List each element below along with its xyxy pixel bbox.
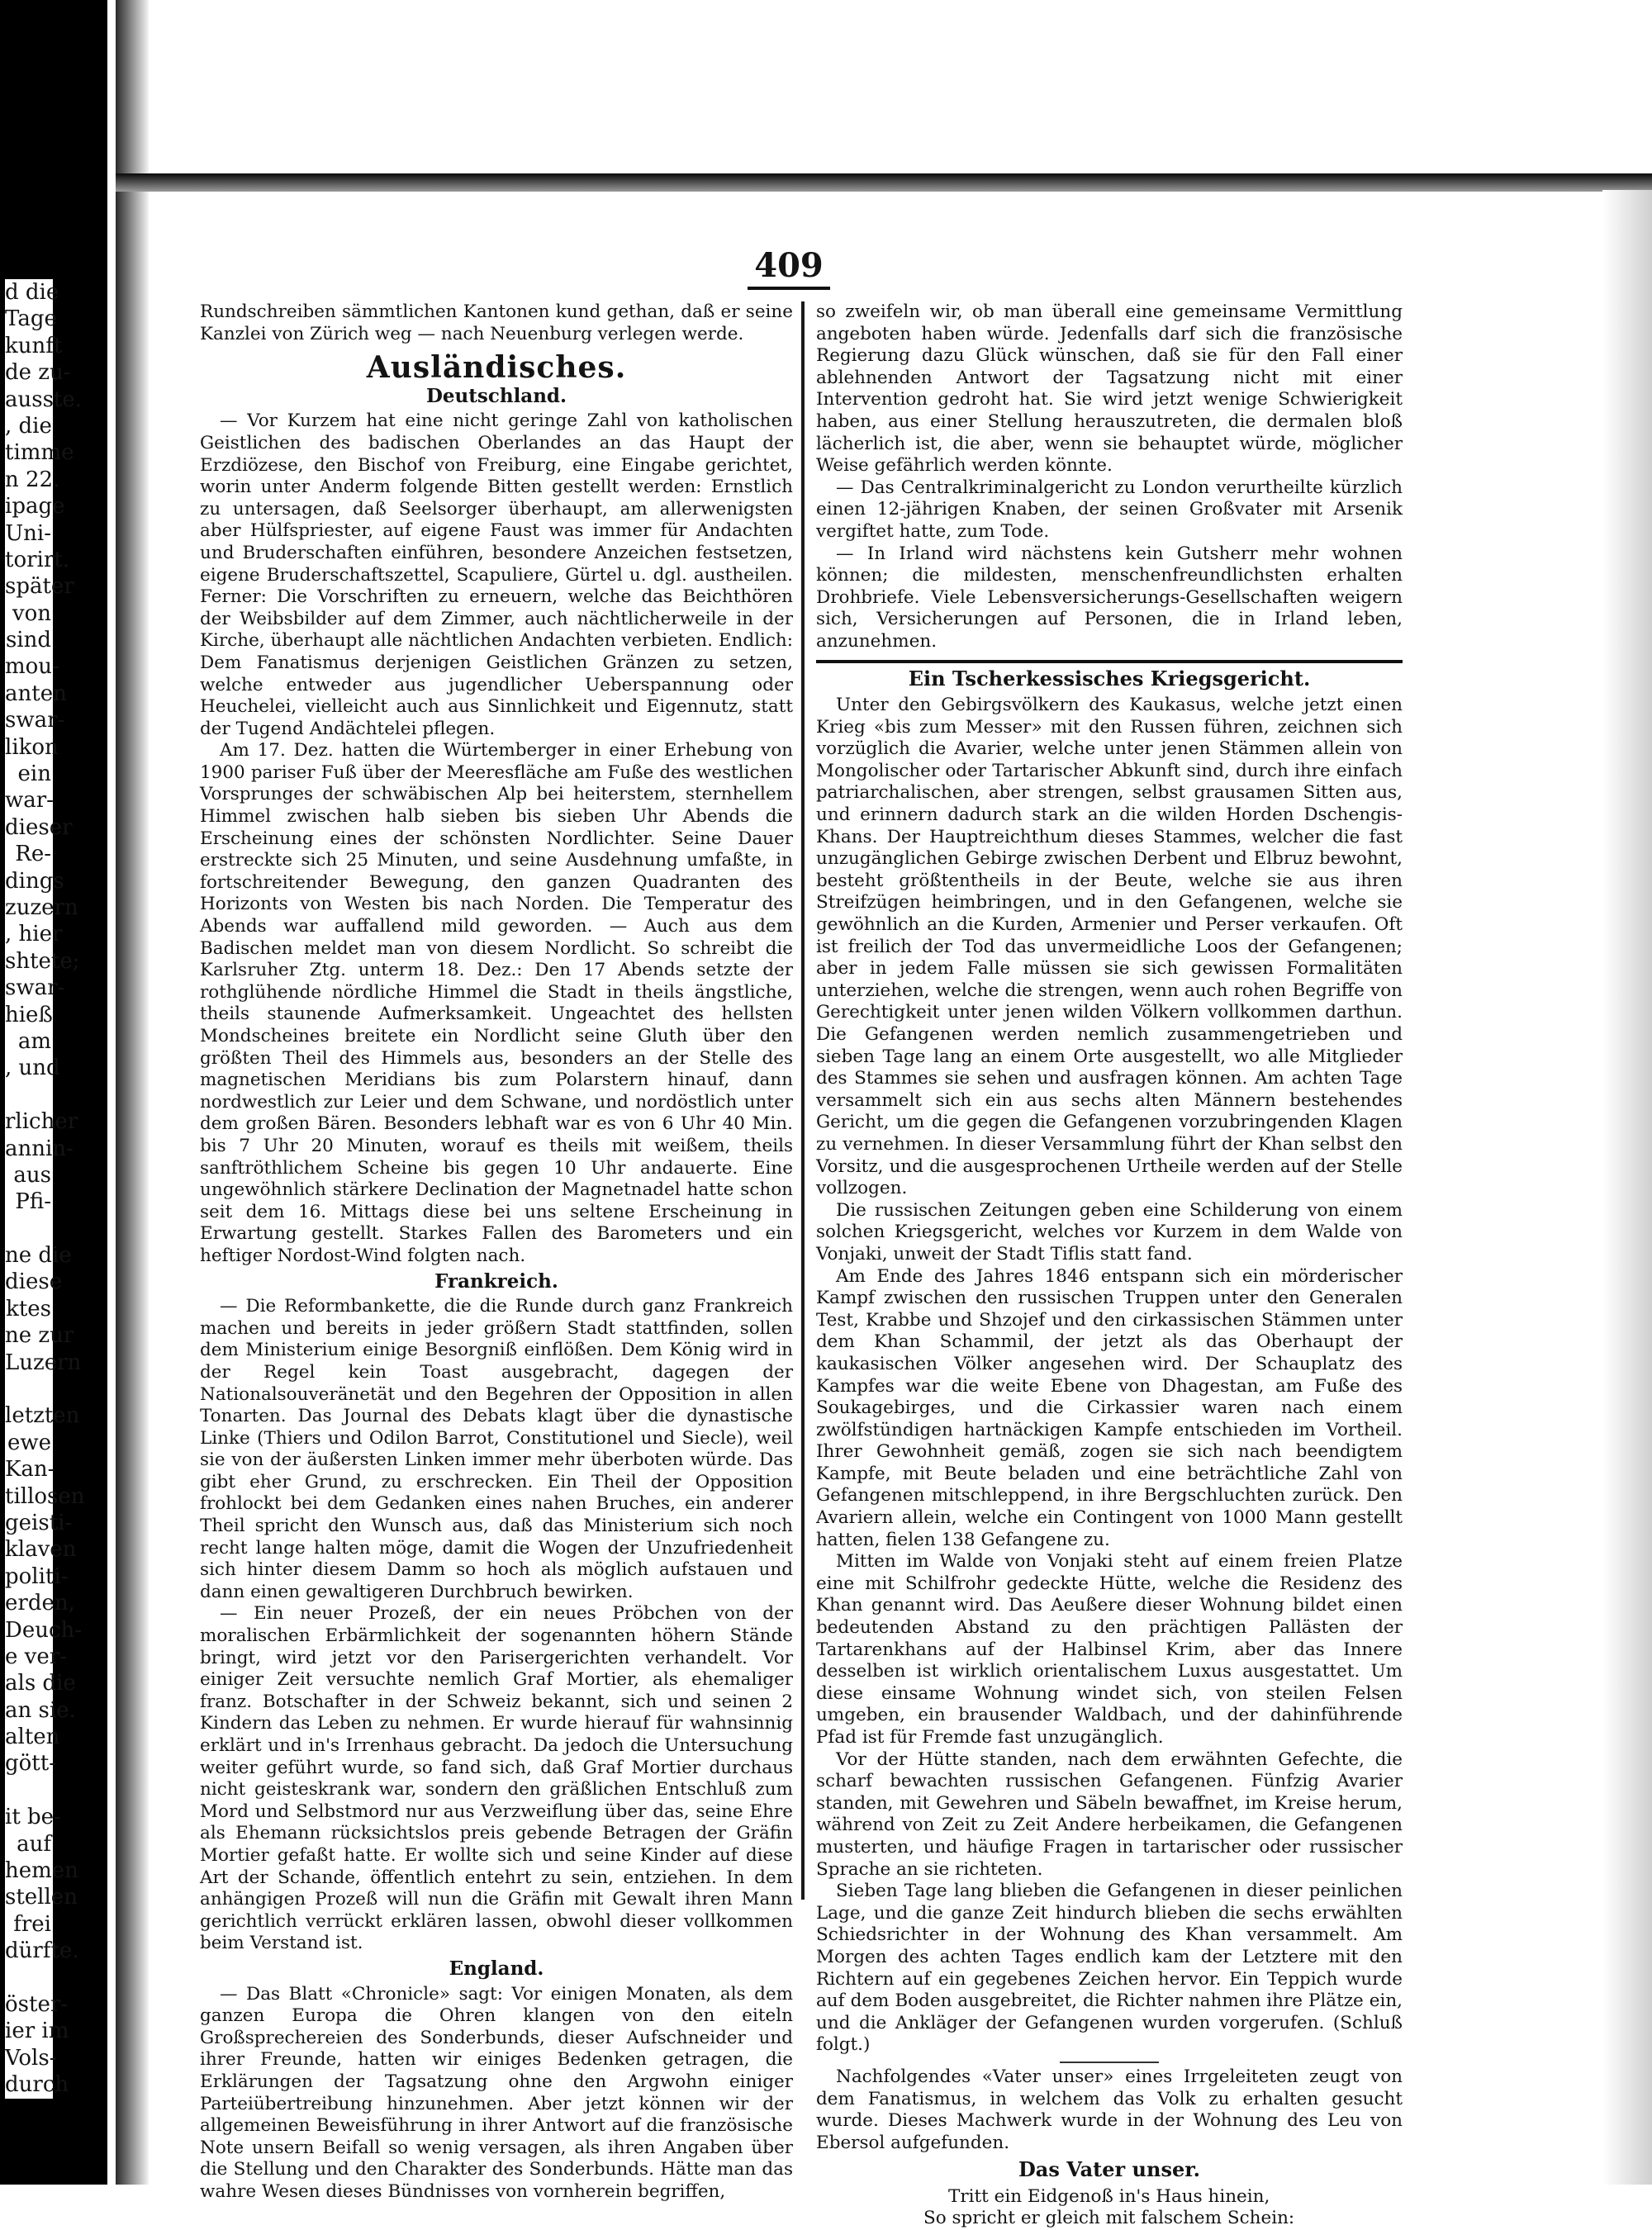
previous-page-line: alten <box>5 1725 60 1750</box>
previous-page-line: erden, <box>5 1591 75 1616</box>
paragraph: Am Ende des Jahres 1846 entspann sich ein mörderischer Kampf zwischen den russischen Truppen unter den Generalen Test, Krabbe und Shzojef und den cirkassischen Stämmen unter dem Khan Schammil, der jetzt als das Oberhaupt der kaukasischen Völker angesehen wird. Der Schauplatz des Kampfes war die weite Ebene von Dhagestan, am Fuße des Soukagebirges, und die Cirkassier waren nach einem zwölfstündigen hartnäckigen Kampfe entschieden im Vortheil. Ihrer Gewohnheit gemäß, zogen sie sich nach beendigtem Kampfe, mit Beute beladen und eine beträchtliche Zahl von Gefangenen mitschleppend, in ihre Bergschluchten zurück. Den Avariern allein, welche ein Contingent von 1000 Mann gestellt hatten, fielen 138 Gefangene zu. <box>816 1265 1403 1550</box>
continued-paragraph: so zweifeln wir, ob man überall eine gemeinsame Vermittlung angeboten haben würde. Jedenfalls darf sich die französische Regierung dazu Glück wünschen, daß sie für den Fall einer ablehnenden Antwort der Tagsatzung nicht mit einer Intervention gedroht hat. Sie wird jetzt wenige Schwierigkeit haben, aus einer Stellung herauszutreten, die dermalen bloß lächerlich ist, die aber, wenn sie behauptet würde, möglicher Weise gefährlich werden könnte. <box>816 301 1403 477</box>
previous-page-line: Deuch- <box>5 1617 83 1643</box>
verse-line: Tritt ein Eidgenoß in's Haus hinein, <box>948 2185 1270 2207</box>
previous-page-line: Vols- <box>5 2045 57 2071</box>
previous-page-line: frei <box>13 1911 51 1937</box>
previous-page-line: letzten <box>5 1403 80 1429</box>
previous-page-line: am <box>17 1028 51 1054</box>
previous-page-line: Pfi- <box>15 1189 51 1215</box>
previous-page-line: Luzern <box>5 1350 82 1375</box>
previous-page-line: ipage <box>5 494 65 520</box>
previous-page-line: annin- <box>5 1136 74 1161</box>
previous-page-line: timme <box>5 440 74 466</box>
previous-page-line <box>5 1777 51 1804</box>
previous-page-line: ausste. <box>5 387 83 412</box>
previous-page-line: it be- <box>5 1805 61 1830</box>
previous-page-line: stellen <box>5 1885 78 1910</box>
previous-page-line: ier im <box>5 2019 69 2044</box>
right-edge-shadow <box>1602 190 1652 2185</box>
previous-page-line: politi- <box>5 1563 69 1589</box>
previous-page-line: durch <box>5 2072 69 2098</box>
paragraph: Vor der Hütte standen, nach dem erwähnten Gefechte, die scharf bewachten russischen Gefangenen. Fünfzig Avarier standen, mit Gewehren und Säbeln bewaffnet, im Kreise herum, während von Zeit zu Zeit Andere herbeikamen, die Gefangenen musterten, und häufige Fragen in tartarischer oder russischer Sprache an sie richteten. <box>816 1748 1403 1880</box>
page-number-rule <box>748 287 830 290</box>
paragraph: Mitten im Walde von Vonjaki steht auf einem freien Platze eine mit Schilfrohr gedeckte Hütte, welche die Residenz des Khan genannt wird. Das Aeußere dieser Wohnung bildet einen bedeutenden Abstand zu den prächtigen Pallästen der Tartarenkhans auf der Halbinsel Krim, aber das Innere desselben ist wirklich orientalischem Luxus ausgestattet. Um diese einsame Wohnung windet sich, von steilen Felsen umgeben, ein brausender Waldbach, und der dahinführende Pfad ist für Fremde fast unzugänglich. <box>816 1551 1403 1748</box>
previous-page-text <box>5 279 85 2099</box>
paragraph: — Vor Kurzem hat eine nicht geringe Zahl von katholischen Geistlichen des badischen Oberlandes an das Haupt der Erzdiözese, den Bischof von Freiburg, eine Eingabe gerichtet, worin unter Anderm folgende Bitten gestellt werden: Ernstlich zu untersagen, daß Seelsorger überhaupt, am allerwenigsten aber Hülfspriester, auf eigene Faust was immer für Andachten und Bruderschaften einführen, besondere Anzeichen festsetzen, eigene Bruderschaftszettel, Scapuliere, Gürtel u. dgl. austheilen. Ferner: Die Vorschriften zu erneuern, welche das Beichthören der Weibsbilder auf dem Zimmer, auch nächtlicherweile in der Kirche, überhaupt alle nächtlichen Andachten verbieten. Endlich: Dem Fanatismus derjenigen Geistlichen Gränzen zu setzen, welche entweder aus jugendlicher Ueberspannung oder Heuchelei, vielleicht auch aus Sinnlichkeit und Eigennutz, statt der Tugend Andächtelei pflegen. <box>200 410 793 739</box>
previous-page-line: geisti- <box>5 1510 73 1535</box>
previous-page-line: d die <box>5 280 59 305</box>
previous-page-line: Re- <box>15 842 51 867</box>
previous-page-line: , hier <box>5 922 63 947</box>
previous-page-line: hieß <box>5 1002 53 1027</box>
paragraph: Unter den Gebirgsvölkern des Kaukasus, welche jetzt einen Krieg «bis zum Messer» mit den Russen führen, zeichnen sich vorzüglich die Avarier, welche unter jenen Stämmen allein von Mongolischer oder Tartarischer Abkunft sind, durch ihre einfach patriarchalischen, aber strengen, selbst grausamen Sitten aus, und erinnern dadurch stark an die wilden Horden Dschengis-Khans. Der Hauptreichthum dieses Stammes, welcher die fast unzugänglichen Gebirge zwischen Derbent und Elbruz bewohnt, besteht größtentheils in der Beute, welche sie aus ihren Streifzügen heimbringen, und in den Gefangenen, welche sie gewöhnlich an die Kurden, Armenier und Perser verkaufen. Oft ist freilich der Tod das unvermeidliche Loos der Gefangenen; aber in jedem Falle müssen sie sich gewissen Formalitäten unterziehen, welche die strengen, wenn auch rohen Begriffe von Gerechtigkeit unter jenen wilden Völkern vollkommen darthun. Die Gefangenen werden nemlich zusammengetrieben und sieben Tage lang an einem Orte ausgestellt, wo alle Mitglieder des Stammes sie sehen und ausfragen können. Am achten Tage versammelt sich ein aus sechs alten Männern bestehendes Gericht, um die gegen die Gefangenen vorzubringenden Klagen zu vernehmen. In dieser Versammlung führt der Khan selbst den Vorsitz, und die ausgesprochenen Urtheile werden auf der Stelle vollzogen. <box>816 695 1403 1199</box>
paragraph: Nachfolgendes «Vater unser» eines Irrgeleiteten zeugt von dem Fanatismus, in welchem das Volk zu erhalten gesucht wurde. Dieses Machwerk wurde in der Wohnung des Leu von Ebersol aufgefunden. <box>816 2066 1403 2153</box>
paragraph: Sieben Tage lang blieben die Gefangenen in dieser peinlichen Lage, und die ganze Zeit hindurch blieben die sechs erwählten Schiedsrichter in der Wohnung des Khan versammelt. Am Morgen des achten Tages endlich kam der Letztere mit den Richtern auf ein gegebenes Zeichen hervor. Ein Teppich wurde auf dem Boden ausgebreitet, die Richter nahmen ihre Plätze ein, und die Ankläger der Gefangenen wurden vorgerufen. (Schluß folgt.) <box>816 1881 1403 2056</box>
subheading-england: England. <box>449 1957 544 1980</box>
previous-page-line: tillosen <box>5 1483 85 1509</box>
previous-page-line: auf <box>17 1831 51 1857</box>
previous-page-line: rlicher <box>5 1109 78 1135</box>
separator-rule <box>1060 2062 1159 2063</box>
previous-page-line: ktes <box>6 1296 51 1321</box>
paragraph: — Das Centralkriminalgericht zu London verurtheilte kürzlich einen 12-jährigen Knaben, der seinen Großvater mit Arsenik vergiftet hatte, zum Tode. <box>816 477 1403 542</box>
previous-page-line <box>5 1216 51 1242</box>
previous-page-line: mou- <box>5 654 59 680</box>
previous-page-line: hemen <box>5 1858 78 1884</box>
section-heading-auslaendisches: Ausländisches. <box>366 350 627 386</box>
previous-page-line: de zu- <box>5 360 71 386</box>
paragraph: — Die Reformbankette, die die Runde durch ganz Frankreich machen und bereits in jeder größern Stadt stattfinden, sollen dem Ministerium einige Besorgniß einflößen. Dem König wird in der Regel kein Toast ausgebracht, dagegen der Nationalsouveränetät und den Begehren der Opposition in allen Tonarten. Das Journal des Debats klagt über die dynastische Linke (Thiers und Odilon Barrot, Constitutionel und Siecle), weil sie von der äußersten Linken immer mehr überboten würde. Das gibt eher Grund, zu erschrecken. Ein Theil der Opposition frohlockt bei dem Gedanken eines nahen Bruches, ein anderer Theil spricht den Wunsch aus, daß das Ministerium sich noch recht lange halten möge, damit die Wogen der Unzufriedenheit sich hinter diesem Damm so hoch als möglich aufstauen und dann einen gewaltigeren Durchbruch bewirken. <box>200 1296 793 1602</box>
previous-page-line: Kan- <box>5 1457 55 1483</box>
previous-page-line: e ver- <box>5 1644 67 1669</box>
previous-page-line: von <box>12 600 51 626</box>
previous-page-line: shtete; <box>5 948 80 974</box>
previous-page-line: , die <box>5 413 52 439</box>
previous-page-line: swar- <box>5 975 65 1001</box>
previous-page-line: likon <box>5 734 59 760</box>
page-number: 409 <box>754 246 824 285</box>
previous-page-line: , und <box>5 1056 60 1081</box>
binding-edge-shadow <box>116 0 149 2185</box>
paragraph: — Das Blatt «Chronicle» sagt: Vor einigen Monaten, als dem ganzen Europa die Ohren klangen von den eiteln Großsprechereien des Sonderbunds, dieser Aufschneider und ihrer Freunde, hatten wir einiges Bedenken getragen, die Erklärungen der Tagsatzung ohne den Argwohn einiger Parteiübertreibung hinzunehmen. Aber jetzt können wir der allgemeinen Beweisführung in ihrer Antwort auf die französische Note unsern Beifall so wenig versagen, als ihren Angaben über die Stellung und den Charakter des Sonderbunds. Hätte man das wahre Wesen dieses Bündnisses von vornherein begriffen, <box>200 1983 793 2202</box>
paragraph: Die russischen Zeitungen geben eine Schilderung von einem solchen Kriegsgericht, welches vor Kurzem in dem Walde von Vonjaki, unweit der Stadt Tiflis statt fand. <box>816 1199 1403 1264</box>
previous-page-line: Tage <box>5 306 57 332</box>
previous-page-line: ein <box>17 762 51 787</box>
paragraph: — Ein neuer Prozeß, der ein neues Pröbchen von der moralischen Erbärmlichkeit der sogenannten höhern Stände bringt, wird jetzt vor den Parisergerichten verhandelt. Vor einiger Zeit versuchte nemlich Graf Mortier, als ehemaliger franz. Botschafter in der Schweiz bekannt, sich und seinen 2 Kindern das Leben zu nehmen. Er wurde hierauf für wahnsinnig erklärt und in's Irrenhaus gebracht. Da jedoch die Untersuchung weiter geführt wurde, so fand sich, daß Graf Mortier durchaus nicht geisteskrank war, sondern den gräßlichen Entschluß zum Mord und Selbstmord nur aus Verzweiflung über das, seine Ehre als Ehemann rücksichtslos preis gebende Betragen der Gräfin Mortier gefaßt hatte. Er wollte sich und seine Kinder auf diese Art der Schande, öffentlich entehrt zu sein, entziehen. In dem anhängigen Prozeß will nun die Gräfin mit Gewalt ihren Mann gerichtlich verrückt erklären lassen, obwohl dieser vollkommen beim Verstand ist. <box>200 1603 793 1954</box>
previous-page-line: dürfte. <box>5 1938 79 1964</box>
subheading-deutschland: Deutschland. <box>425 384 567 407</box>
previous-page-line: sind <box>5 628 51 653</box>
previous-page-line: klaven <box>5 1537 77 1563</box>
subheading-frankreich: Frankreich. <box>434 1269 558 1293</box>
previous-page-line: später <box>5 574 74 600</box>
previous-page-line: diese <box>5 1269 63 1295</box>
top-edge-shadow <box>116 173 1652 192</box>
previous-page-line: als die <box>5 1671 76 1696</box>
previous-page-line: swar- <box>5 708 65 733</box>
prayer-heading: Das Vater unser. <box>1018 2157 1201 2182</box>
previous-page-line: ne die <box>5 1243 72 1269</box>
previous-page-line: war- <box>5 788 54 814</box>
previous-page-line: n 22. <box>5 467 60 492</box>
right-column <box>816 301 1403 2230</box>
article-heading-kriegsgericht: Ein Tscherkessisches Kriegsgericht. <box>816 660 1403 690</box>
previous-page-line: anten <box>5 681 67 706</box>
previous-page-line: aus <box>13 1162 51 1188</box>
previous-page-line: Uni- <box>5 520 51 546</box>
previous-page-line <box>5 1965 51 1991</box>
previous-page-line: dings <box>5 868 64 894</box>
verse-line: So spricht er gleich mit falschem Schein: <box>923 2208 1295 2229</box>
previous-page-line: torirt. <box>5 547 69 572</box>
previous-page-line: zuzern <box>5 894 78 920</box>
previous-page-line <box>5 1082 51 1108</box>
previous-page-line: ewe <box>7 1430 51 1455</box>
paragraph: — In Irland wird nächstens kein Gutsherr mehr wohnen können; die mildesten, menschenfreundlichsten erhalten Drohbriefe. Viele Lebensversicherungs-Gesellschaften weigern sich, Versicherungen auf Personen, die in Irland leben, anzunehmen. <box>816 543 1403 652</box>
previous-page-line: gött- <box>5 1751 56 1777</box>
previous-page-line: ne zur <box>5 1323 74 1349</box>
paragraph: Am 17. Dez. hatten die Würtemberger in einer Erhebung von 1900 pariser Fuß über der Meeresfläche am Fuße des westlichen Vorsprunges der schwäbischen Alp bei heiterstem, sternhellem Himmel zwischen halb sieben bis sieben Uhr Abends die Erscheinung eines der schönsten Nordlichter. Seine Dauer erstreckte sich 25 Minuten, und seine Ausdehnung umfaßte, in fortschreitender Bewegung, den ganzen Quadranten des Horizonts von Westen bis nach Norden. Die Temperatur des Abends war auffallend mild geworden. — Auch aus dem Badischen meldet man von diesem Nordlicht. So schreibt die Karlsruher Ztg. unterm 18. Dez.: Den 17 Abends setzte der rothglühende nördliche Himmel die Stadt in theils ängstliche, theils staunende Aufmerksamkeit. Ungeachtet des hellsten Mondscheines breitete ein Nordlicht seine Gluth über den größten Theil des Himmels aus, besonders an der Stelle des magnetischen Meridians bis zum Polarstern hinauf, dann nordwestlich zur Leier und dem Schwane, und nordöstlich unter dem großen Bären. Besonders lebhaft war es von 6 Uhr 40 Min. bis 7 Uhr 20 Minuten, worauf es theils mit weißem, theils sanftröthlichem Scheine bis gegen 10 Uhr andauerte. Eine ungewöhnlich stärkere Declination der Magnetnadel hatte schon seit dem 16. Mittags diese bei uns seltene Erscheinung in Erwartung gestellt. Starkes Fallen des Barometers und ein heftiger Nordost-Wind folgten nach. <box>200 740 793 1266</box>
previous-page-line: öster- <box>5 1992 69 2017</box>
previous-page-line: dieser <box>5 814 73 840</box>
continued-paragraph: Rundschreiben sämmtlichen Kantonen kund gethan, daß er seine Kanzlei von Zürich weg — nach Neuenburg verlegen werde. <box>200 301 793 344</box>
column-divider <box>801 301 805 1900</box>
left-column <box>200 301 793 2203</box>
previous-page-line <box>5 1376 51 1402</box>
previous-page-line: kunft <box>5 333 63 358</box>
previous-page-line: an sie. <box>5 1697 76 1723</box>
